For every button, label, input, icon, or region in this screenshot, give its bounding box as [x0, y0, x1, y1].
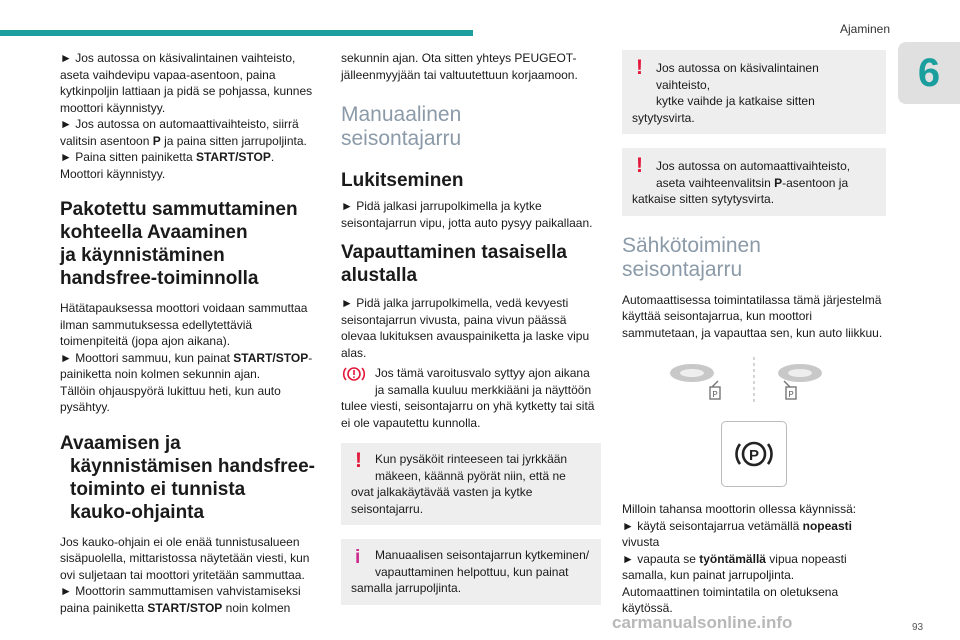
paragraph: Tällöin ohjauspyörä lukittuu heti, kun auto pysähtyy. — [60, 383, 281, 414]
parking-brake-switch-icon — [721, 421, 787, 487]
paragraph: ► Moottorin sammuttamisen vahvistamiseksi paina painiketta START/STOP noin kolmen — [60, 584, 301, 615]
chapter-tab: 6 — [898, 42, 960, 104]
heading-release-flat: Vapauttaminen tasaisella alustalla — [341, 242, 567, 286]
warning-note-automatic-gearbox: ! Jos autossa on automaattivaihteisto, aseta vaihteenvalitsin P-asentoon ja katkaise sitten sytytysvirta. — [622, 148, 886, 216]
paragraph: Automaattisessa toimintatilassa tämä järjestelmä käyttää seisontajarrua, kun moottori sammutetaan, ja vapauttaa sen, kun auto liikkuu. — [622, 292, 883, 340]
exclamation-icon: ! — [636, 56, 643, 79]
heading-key-not-detected: Avaamisen ja käynnistämisen handsfree- toiminto ei tunnista kauko-ohjainta — [60, 432, 315, 523]
paragraph: Hätätapauksessa moottori voidaan sammuttaa ilman sammutuksessa edellytettäviä toimenpiteitä (jopa ajon aikana). — [60, 301, 308, 348]
paragraph: ► vapauta se työntämällä vipua nopeasti samalla, kun painat jarrupoljinta. — [622, 551, 847, 582]
paragraph: ► Jos autossa on käsivalintainen vaihteisto, aseta vaihdevipu vapaa-asentoon, paina kytkinpoljin lattiaan ja pidä se pohjassa, kunnes moottori käynnistyy. — [60, 51, 313, 115]
page-number: 93 — [912, 622, 924, 633]
heading-electric-parking-brake: Sähkötoiminen seisontajarru — [622, 233, 761, 281]
info-note-manual-brake: i Manuaalisen seisontajarrun kytkeminen/ vapauttaminen helpottuu, kun painat samalla jarrupoljinta. — [341, 539, 601, 605]
paragraph: ► Moottori sammuu, kun painat START/STOP-painiketta noin kolmen sekunnin ajan. — [60, 350, 313, 381]
paragraph: Milloin tahansa moottorin ollessa käynnissä: — [622, 502, 857, 516]
warning-light-note: Jos tämä varoitusvalo syttyy ajon aikana ja samalla kuuluu merkkiääni ja näyttöön tulee viesti, seisontajarru on yhä kytketty tai sitä ei ole vapautettu kunnolla. — [341, 366, 595, 430]
paragraph: Jos kauko-ohjain ei ole enää tunnistusalueen sisäpuolella, mittaristossa näytetään viesti, kun ovi suljetaan tai moottori yritetään sammuttaa. — [60, 534, 310, 582]
heading-emergency-stop: Pakotettu sammuttaminen kohteella Avaaminen ja käynnistäminen handsfree-toiminnolla — [60, 199, 298, 289]
paragraph: ► Paina sitten painiketta START/STOP. — [60, 150, 275, 164]
paragraph: ► Pidä jalkasi jarrupolkimella ja kytke seisontajarrun vipu, jotta auto pysyy paikallaan. — [341, 199, 593, 230]
parking-brake-illustration — [622, 353, 886, 413]
svg-text:P: P — [788, 390, 794, 399]
brake-warning-icon — [341, 365, 367, 383]
exclamation-icon: ! — [636, 154, 643, 177]
svg-text:P: P — [748, 447, 760, 464]
heading-locking: Lukitseminen — [341, 170, 464, 191]
section-title: Ajaminen — [839, 22, 890, 36]
column-3 — [622, 50, 886, 617]
paragraph: Moottori käynnistyy. — [60, 166, 166, 181]
paragraph: ► Jos autossa on automaattivaihteisto, siirrä valitsin asentoon P ja paina sitten jarrupoljinta. — [60, 117, 307, 148]
watermark: carmanualsonline.info — [612, 613, 793, 632]
paragraph: ► käytä seisontajarrua vetämällä nopeasti vivusta — [622, 518, 852, 549]
steering-wheel-icon — [622, 353, 886, 413]
svg-text:P: P — [712, 390, 718, 399]
paragraph: sekunnin ajan. Ota sitten yhteys PEUGEOT-jälleenmyyjään tai valtuutettuun korjaamoon. — [341, 51, 578, 82]
paragraph: Automaattinen toimintatila on oletuksena käytössä. — [622, 584, 839, 615]
heading-manual-parking-brake: Manuaalinen seisontajarru — [341, 103, 462, 150]
paragraph: ► Pidä jalka jarrupolkimella, vedä kevyesti seisontajarrun vivusta, paina vivun päässä olevaa lukituksen avauspainiketta ja laske vipu alas. — [341, 296, 590, 360]
warning-note-slope: ! Kun pysäköit rinteeseen tai jyrkkään mäkeen, käännä pyörät niin, että ne ovat jalkakäytävää vasten ja kytke seisontajarru. — [341, 443, 601, 525]
column-2 — [341, 50, 601, 619]
header-accent-bar — [0, 30, 473, 36]
exclamation-icon: ! — [355, 449, 362, 472]
info-icon: i — [355, 547, 361, 568]
column-1 — [60, 50, 320, 616]
warning-note-manual-gearbox: ! Jos autossa on käsivalintainen vaihteisto, kytke vaihde ja katkaise sitten sytytysvirta. — [622, 50, 886, 134]
